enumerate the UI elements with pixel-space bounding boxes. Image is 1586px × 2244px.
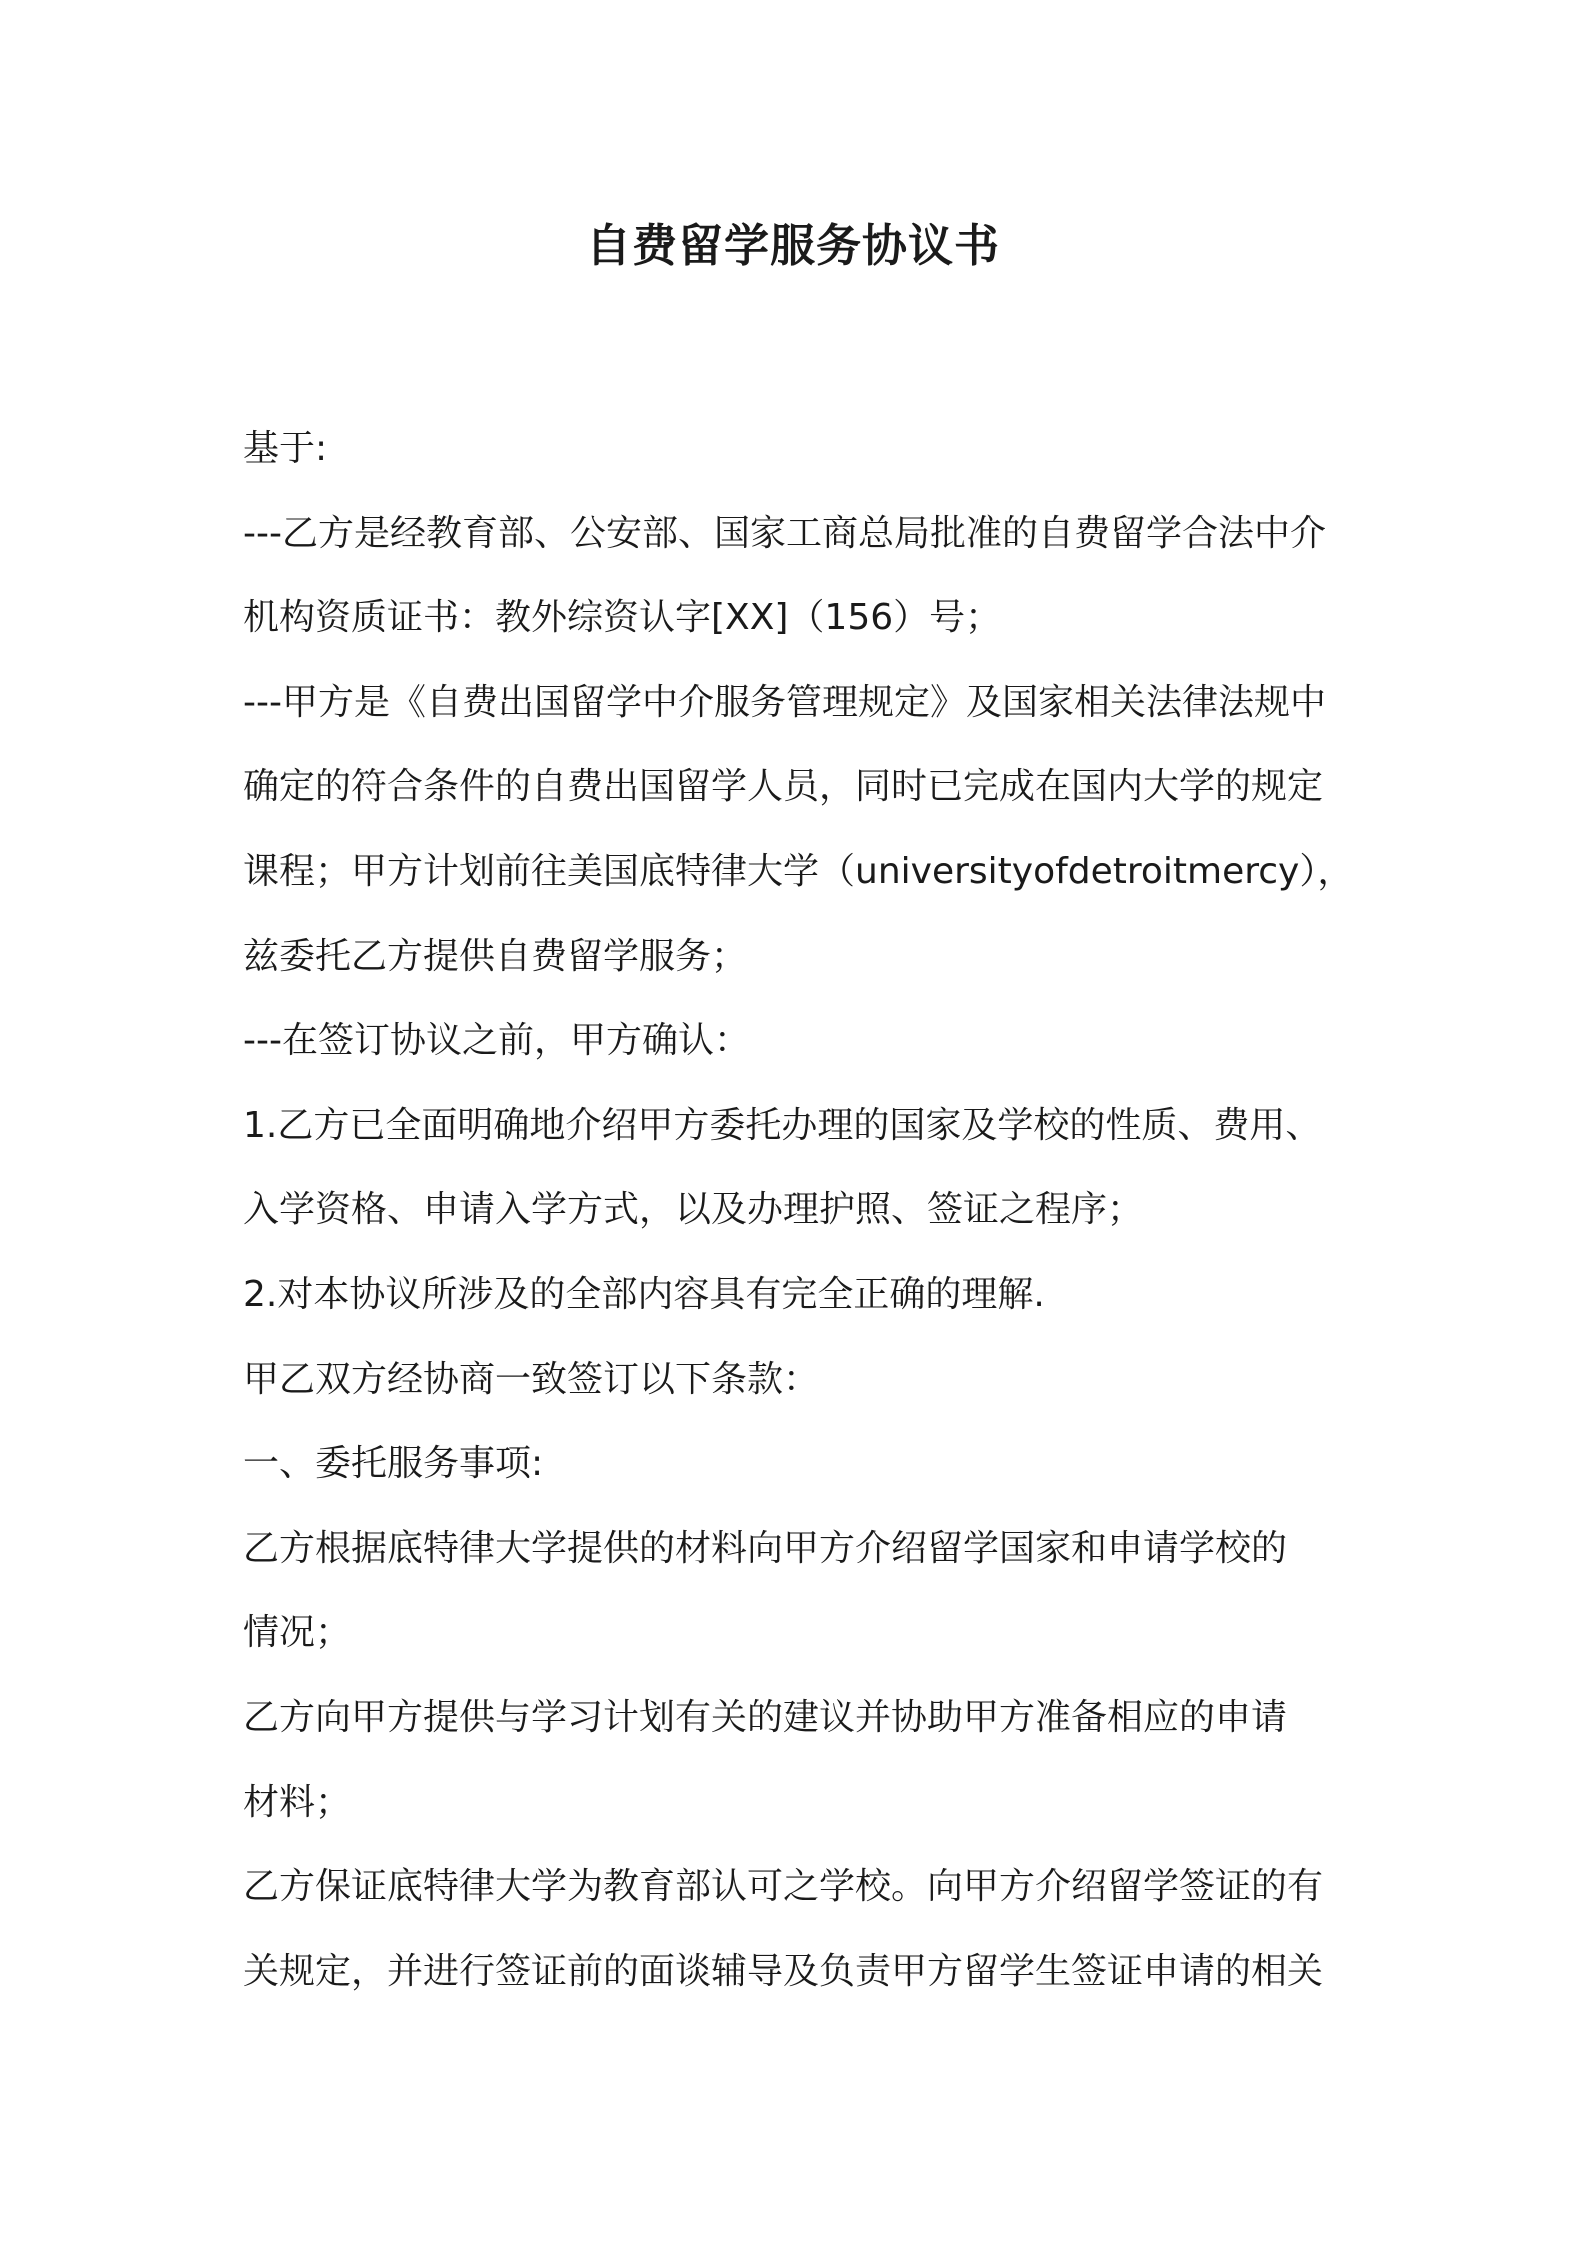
- text-line: 乙方保证底特律大学为教育部认可之学校。向甲方介绍留学签证的有: [243, 1866, 1324, 1908]
- text-line: 基于:: [243, 428, 328, 469]
- text-line: 材料；: [243, 1781, 352, 1823]
- text-line: ---在签订协议之前，甲方确认：: [243, 1020, 750, 1062]
- section-heading: 一、委托服务事项:: [243, 1443, 544, 1485]
- text-line: 入学资格、申请入学方式，以及办理护照、签证之程序；: [243, 1189, 1144, 1231]
- text-line: 课程；甲方计划前往美国底特律大学（universityofdetroitmercy），: [243, 850, 1354, 892]
- text-line: 兹委托乙方提供自费留学服务；: [243, 935, 748, 977]
- text-line: 乙方向甲方提供与学习计划有关的建议并协助甲方准备相应的申请: [243, 1696, 1288, 1738]
- text-line: 1.乙方已全面明确地介绍甲方委托办理的国家及学校的性质、费用、: [243, 1104, 1322, 1146]
- text-line: 情况；: [243, 1612, 352, 1654]
- text-line: ---甲方是《自费出国留学中介服务管理规定》及国家相关法律法规中: [243, 681, 1326, 723]
- text-line: 关规定，并进行签证前的面谈辅导及负责甲方留学生签证申请的相关: [243, 1950, 1324, 1992]
- text-line: 2.对本协议所涉及的全部内容具有完全正确的理解.: [243, 1273, 1045, 1315]
- text-line: 确定的符合条件的自费出国留学人员，同时已完成在国内大学的规定: [243, 766, 1324, 808]
- text-line: 乙方根据底特律大学提供的材料向甲方介绍留学国家和申请学校的: [243, 1527, 1288, 1569]
- document-title: 自费留学服务协议书: [585, 219, 1000, 272]
- text-line: 机构资质证书：教外综资认字[XX]（156）号；: [243, 597, 1002, 639]
- document-body: [243, 407, 1368, 2014]
- text-line: 甲乙双方经协商一致签订以下条款：: [243, 1358, 820, 1400]
- text-line: ---乙方是经教育部、公安部、国家工商总局批准的自费留学合法中介: [243, 512, 1326, 554]
